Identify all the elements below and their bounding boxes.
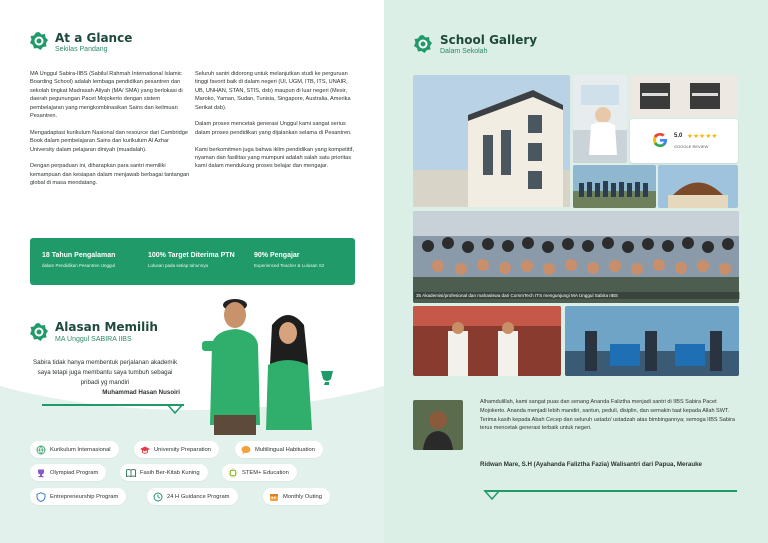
at-a-glance-subtitle: Sekilas Pandang (55, 46, 108, 53)
gallery-title: School Gallery (440, 33, 538, 47)
gallery-photo-group (573, 165, 656, 208)
gallery-photo-award (565, 306, 739, 376)
badge-icon (413, 34, 433, 54)
stat-subtitle: Lulusan pada setiap tahunnya (148, 263, 209, 268)
stat-teachers (254, 252, 324, 268)
alasan-subtitle: MA Unggul SABIRA IIBS (55, 336, 132, 343)
parent-photo (413, 400, 463, 450)
clock-icon (153, 492, 163, 502)
badge-icon (29, 322, 49, 342)
student-quote: Sabira tidak hanya membentuk perjalanan akademik saya tetapi juga membantu saya tumbuh sebagai pribadi yg mandiri (32, 359, 178, 386)
stat-title: 90% Pengajar (254, 252, 300, 259)
review-label: GOOGLE REVIEW (674, 144, 709, 149)
program-pill (222, 464, 297, 481)
shield-icon (36, 492, 46, 502)
gallery-photo-ceremony (413, 306, 561, 376)
chat-bubble-icon (241, 445, 251, 455)
program-pill (30, 464, 106, 481)
program-label: 24 H Guidance Program (167, 493, 230, 500)
stat-title: 100% Target Diterima PTN (148, 252, 235, 259)
program-pill (235, 441, 323, 458)
program-label: Multilingual Habituation (255, 446, 315, 453)
stat-title: 18 Tahun Pengalaman (42, 252, 116, 259)
program-label: Fasih Ber-Kitab Kuning (140, 469, 200, 476)
program-label: Kurikulum Internasional (50, 446, 111, 453)
stat-subtitle: dalam Pendidikan Pesantren Unggul (42, 263, 116, 268)
speech-tail-icon (165, 404, 185, 416)
trophy-icon (36, 468, 46, 478)
program-label: Olympiad Program (50, 469, 99, 476)
program-pill (147, 488, 238, 505)
badge-icon (29, 31, 49, 51)
program-pill (134, 441, 219, 458)
gallery-photo-visit (413, 211, 739, 303)
globe-icon (36, 445, 46, 455)
program-pill (30, 488, 126, 505)
program-pill (263, 488, 330, 505)
quote-author: Muhammad Hasan Nusoiri (102, 389, 180, 396)
stat-subtitle: Experienced Teacher & Lulusan S2 (254, 263, 325, 268)
intro-column-1: MA Unggul Sabira-IIBS (Sabilul Rahmah International Islamic Boarding School) adalah lembaga pendidikan pesantren dan sekolah tingkat Madrasah Aliyah (MA/ SMA) yang berlokasi di daerah pegunungan Pacet Mojokerto dengan sistem pembelajaran yang mengkombinasikan Sains dan keilmuan Pesantren. Mengadaptasi kurikulum Nasional dan resource dari Cambridge Book dalam pembelajaran Sains dan kurikulum Al Azhar University dalam pelajaran diniyah (muadalah). Dengan perpaduan ini, diharapkan para santri memiliki kemampuan dan kesiapan dalam menjawab berbagai tantangan global di masa mendatang. (30, 71, 190, 187)
testimonial-divider (485, 490, 737, 492)
quote-divider (42, 404, 184, 406)
review-score: 5.0 (674, 133, 683, 139)
stats-bar (30, 238, 355, 285)
calendar-icon (269, 492, 279, 502)
at-a-glance-title: At a Glance (55, 31, 133, 45)
testimonial-text: Alhamdulillah, kami sangat puas dan senang Ananda Faliztha menjadi santri di IIBS Sabira Pacet Mojokerto. Ananda menjadi lebih mandiri, santun, peduli, disiplin, dan semakin taat kepada Allah SWT. Terima kasih kepada Abah Cecep dan seluruh ustadz/ ustadzah atas bimbingannya; semoga IIBS Sabira terus mencetak generasi terbaik untuk negeri. (480, 399, 735, 432)
program-label: University Preparation (154, 446, 212, 453)
graduation-cap-icon (140, 445, 150, 455)
students-photo (200, 285, 340, 435)
program-label: STEM+ Education (242, 469, 289, 476)
gallery-subtitle: Dalam Sekolah (440, 48, 488, 55)
alasan-title: Alasan Memilih (55, 320, 158, 334)
google-logo-icon (652, 132, 668, 148)
program-pill (30, 441, 119, 458)
book-icon (126, 468, 136, 478)
review-stars: ★★★★★ (687, 133, 718, 140)
program-label: Entrepreneurship Program (50, 493, 119, 500)
gallery-photo-dorm (630, 75, 738, 117)
program-label: Monthly Outing (283, 493, 322, 500)
testimonial-author: Ridwan Mare, S.H (Ayahanda Faliztha Fazia) Walisantri dari Papua, Merauke (480, 461, 703, 468)
gallery-photo-mosque (658, 165, 738, 208)
gallery-photo-lab (573, 75, 627, 163)
speech-tail-icon (482, 490, 502, 502)
intro-column-2: Seluruh santri didorong untuk melanjutkan studi ke perguruan tinggi favorit baik di dalam negeri (UI, UGM, ITB, ITS, UNAIR, UB, UNHAN, STAN, STIS, dsb) maupun di luar negeri (Mesir, Maroko, Yaman, Sudan, Tunisia, Singapore, Australia, Amerika Serikat dsb). Dalam proses mencetak generasi Unggul kami sangat serius dalam proses pendidikan yang dijalankan selama di Pesantren. Kami berkomitmen juga bahwa iklim pendidikan yang kompetitif, nyaman dan fasilitas yang mumpuni adalah salah satu prioritas kami dalam mendukung proses belajar dan mengajar. (195, 71, 354, 170)
stat-experience (42, 252, 115, 268)
program-pill (120, 464, 208, 481)
gallery-photo-building (413, 75, 570, 207)
circuit-icon (228, 468, 238, 478)
google-review-card (630, 119, 738, 163)
stat-ptn-target (148, 252, 235, 268)
gallery-caption: 35 Akademisi/profesional dan mahasiswa dari CommTech ITS mengunjungi MA Unggul Sabira IIBS (414, 292, 740, 299)
